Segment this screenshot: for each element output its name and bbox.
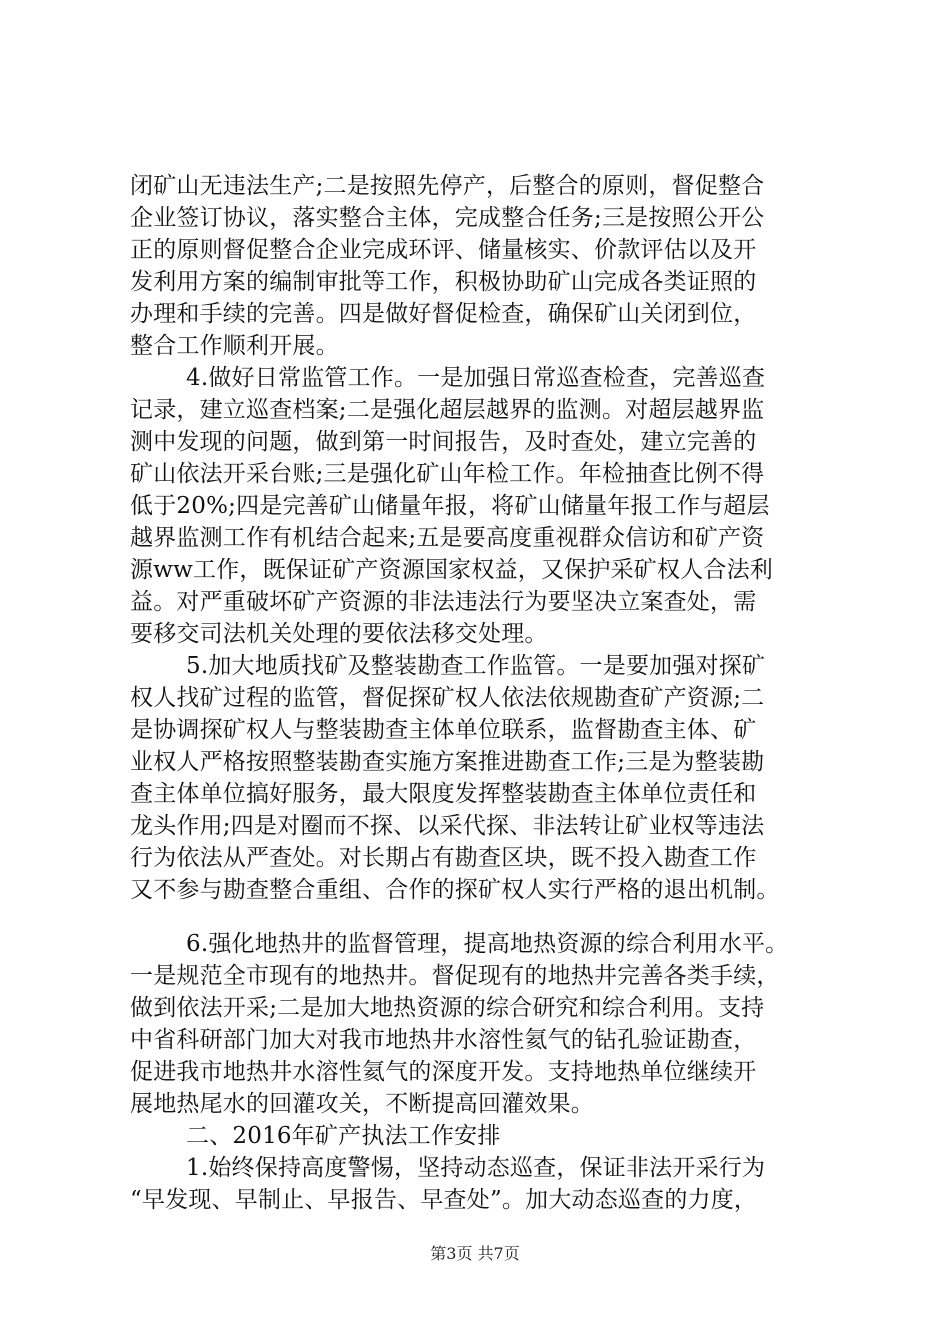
text-line: 又不参与勘查整合重组、合作的探矿权人实行严格的退出机制。	[130, 877, 780, 903]
text-line: 益。对严重破坏矿产资源的非法违法行为要坚决立案查处，需	[130, 589, 757, 615]
text-line: 业权人严格按照整装勘查实施方案推进勘查工作;三是为整装勘	[130, 749, 765, 775]
paragraph-start-line: 6.强化地热井的监督管理，提高地热资源的综合利用水平。	[186, 931, 789, 957]
text-line: 越界监测工作有机结合起来;五是要高度重视群众信访和矿产资	[130, 525, 765, 551]
paragraph-gap	[130, 906, 842, 928]
text-line: 展地热尾水的回灌攻关，不断提高回灌效果。	[130, 1091, 594, 1117]
text-line: 是协调探矿权人与整装勘查主体单位联系，监督勘查主体、矿	[130, 717, 757, 743]
text-line: 正的原则督促整合企业完成环评、储量核实、价款评估以及开	[130, 237, 757, 263]
text-line: 要移交司法机关处理的要依法移交处理。	[130, 621, 548, 647]
text-line: 测中发现的问题，做到第一时间报告，及时查处，建立完善的	[130, 429, 757, 455]
text-line: 整合工作顺利开展。	[130, 333, 339, 359]
text-line: 查主体单位搞好服务，最大限度发挥整装勘查主体单位责任和	[130, 781, 757, 807]
text-line: 一是规范全市现有的地热井。督促现有的地热井完善各类手续，	[130, 963, 780, 989]
text-line: 办理和手续的完善。四是做好督促检查，确保矿山关闭到位，	[130, 301, 757, 327]
text-line: 发利用方案的编制审批等工作，积极协助矿山完成各类证照的	[130, 269, 757, 295]
page-number: 第3页 共7页	[430, 1244, 520, 1263]
paragraph-start-line: 1.始终保持高度警惕，坚持动态巡查，保证非法开采行为	[186, 1155, 766, 1181]
paragraph-start-line: 5.加大地质找矿及整装勘查工作监管。一是要加强对探矿	[186, 653, 766, 679]
text-line: 低于20%;四是完善矿山储量年报，将矿山储量年报工作与超层	[130, 493, 770, 519]
text-line: 行为依法从严查处。对长期占有勘查区块，既不投入勘查工作	[130, 845, 757, 871]
text-line: 做到依法开采;二是加大地热资源的综合研究和综合利用。支持	[130, 995, 765, 1021]
text-line: 记录，建立巡查档案;二是强化超层越界的监测。对超层越界监	[130, 397, 765, 423]
text-line: 龙头作用;四是对圈而不探、以采代探、非法转让矿业权等违法	[130, 813, 765, 839]
text-line: 闭矿山无违法生产;二是按照先停产，后整合的原则，督促整合	[130, 173, 765, 199]
section-heading: 二、2016年矿产执法工作安排	[186, 1123, 501, 1149]
text-line: 促进我市地热井水溶性氦气的深度开发。支持地热单位继续开	[130, 1059, 757, 1085]
text-line: “早发现、早制止、早报告、早查处”。加大动态巡查的力度，	[130, 1187, 758, 1213]
paragraph-start-line: 4.做好日常监管工作。一是加强日常巡查检查，完善巡查	[186, 365, 766, 391]
document-body	[130, 170, 842, 1216]
text-line: 源ww工作，既保证矿产资源国家权益，又保护采矿权人合法利	[130, 557, 773, 583]
text-line: 权人找矿过程的监管，督促探矿权人依法依规勘查矿产资源;二	[130, 685, 765, 711]
text-line: 矿山依法开采台账;三是强化矿山年检工作。年检抽查比例不得	[130, 461, 765, 487]
text-line: 企业签订协议，落实整合主体，完成整合任务;三是按照公开公	[130, 205, 765, 231]
text-line: 中省科研部门加大对我市地热井水溶性氦气的钻孔验证勘查，	[130, 1027, 757, 1053]
